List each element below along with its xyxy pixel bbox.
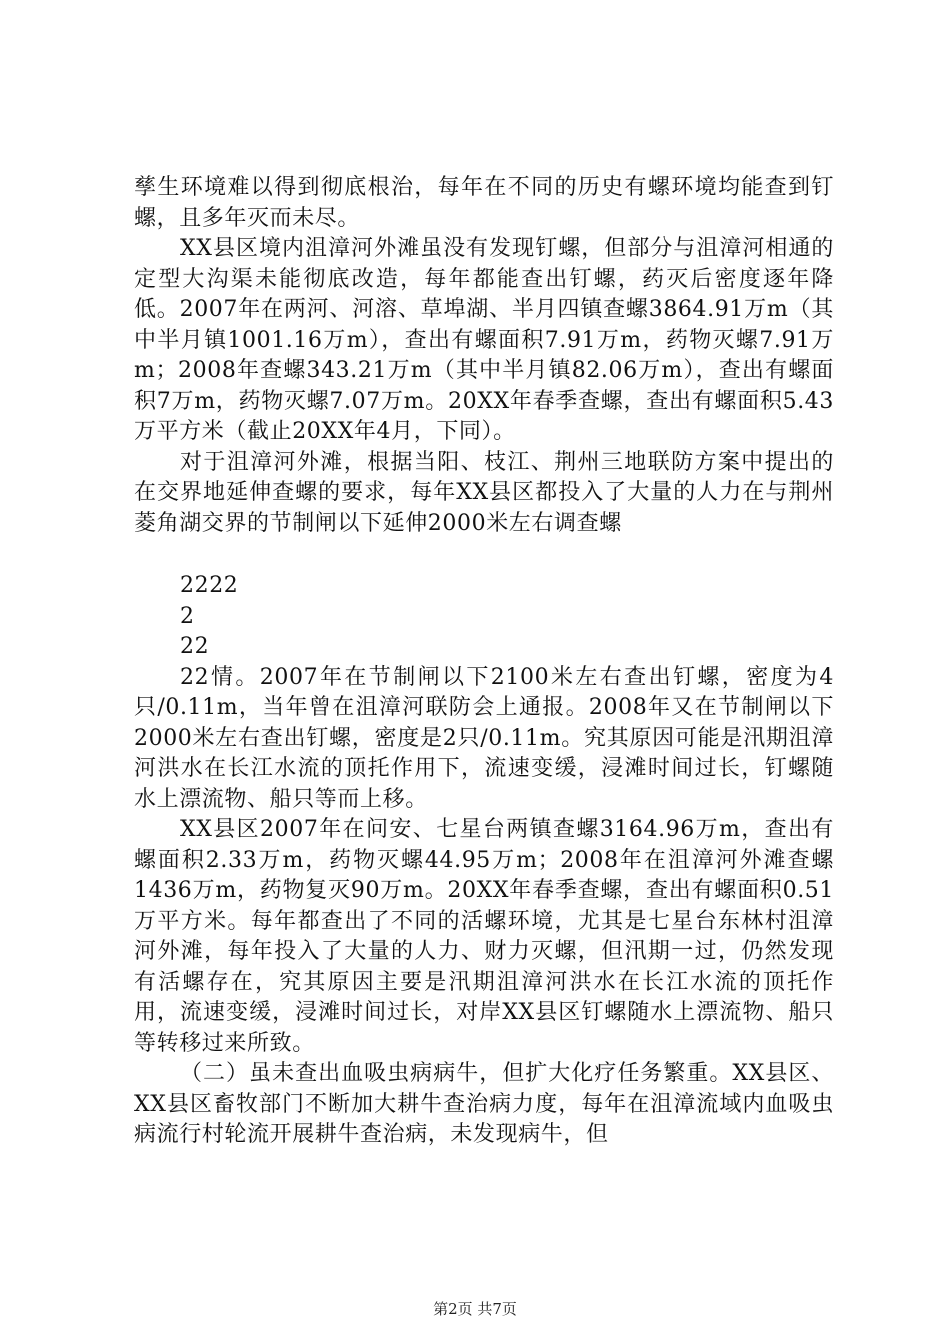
paragraph: 22情。2007年在节制闸以下2100米左右查出钉螺，密度为4只/0.11m，当年曾在沮漳河联防会上通报。2008年又在节制闸以下2000米左右查出钉螺，密度是2只/0.11m。究其原因可能是汛期沮漳河洪水在长江水流的顶托作用下，流速变缓，浸滩时间过长，钉螺随水上漂流物、船只等而上移。	[134, 664, 834, 812]
paragraph: 孳生环境难以得到彻底根治，每年在不同的历史有螺环境均能查到钉螺，且多年灭而未尽。	[134, 175, 834, 231]
superscript-residue	[180, 571, 834, 663]
document-body	[134, 173, 834, 1151]
superscript-line: 2222	[180, 573, 239, 598]
paragraph: XX县区境内沮漳河外滩虽没有发现钉螺，但部分与沮漳河相通的定型大沟渠未能彻底改造，每年都能查出钉螺，药灭后密度逐年降低。2007年在两河、河溶、草埠湖、半月四镇查螺3864.91万m（其中半月镇1001.16万m），查出有螺面积7.91万m，药物灭螺7.91万m；2008年查螺343.21万m（其中半月镇82.06万m），查出有螺面积7万m，药物灭螺7.07万m。20XX年春季查螺，查出有螺面积5.43万平方米（截止20XX年4月，下同）。	[134, 236, 834, 444]
paragraph: （二）虽未查出血吸虫病病牛，但扩大化疗任务繁重。XX县区、XX县区畜牧部门不断加大耕牛查治病力度，每年在沮漳流域内血吸虫病流行村轮流开展耕牛查治病，未发现病牛，但	[134, 1061, 834, 1147]
superscript-line: 22	[180, 634, 210, 659]
page-footer: 第2页 共7页	[433, 1300, 517, 1318]
paragraph: XX县区2007年在问安、七星台两镇查螺3164.96万m，查出有螺面积2.33万m，药物灭螺44.95万m；2008年在沮漳河外滩查螺1436万m，药物复灭90万m。20XX年春季查螺，查出有螺面积0.51万平方米。每年都查出了不同的活螺环境，尤其是七星台东林村沮漳河外滩，每年投入了大量的人力、财力灭螺，但汛期一过，仍然发现有活螺存在，究其原因主要是汛期沮漳河洪水在长江水流的顶托作用，流速变缓，浸滩时间过长，对岸XX县区钉螺随水上漂流物、船只等转移过来所致。	[134, 817, 834, 1056]
paragraph: 对于沮漳河外滩，根据当阳、枝江、荆州三地联防方案中提出的在交界地延伸查螺的要求，每年XX县区都投入了大量的人力在与荆州菱角湖交界的节制闸以下延伸2000米左右调查螺	[134, 449, 834, 536]
superscript-line: 2	[180, 603, 195, 629]
